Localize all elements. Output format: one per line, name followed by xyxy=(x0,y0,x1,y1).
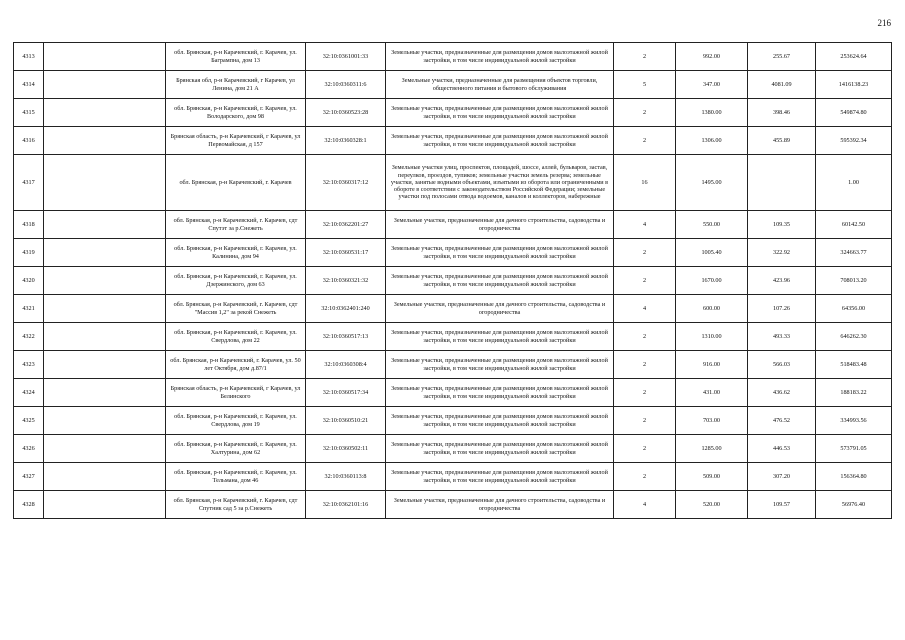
row-blank-cell xyxy=(44,211,166,239)
row-cadastral-number: 32:10:0360308:4 xyxy=(306,351,386,379)
row-address: обл. Брянская, р-н Карачевский, г. Карачев, ул. Свердлова, дом 19 xyxy=(166,407,306,435)
row-address: обл. Брянская, р-н Карачевский, г. Карачев, ул. Свердлова, дом 22 xyxy=(166,323,306,351)
row-blank-cell xyxy=(44,99,166,127)
row-group: 2 xyxy=(614,267,676,295)
row-blank-cell xyxy=(44,379,166,407)
row-blank-cell xyxy=(44,323,166,351)
row-cadastral-value: 188183.22 xyxy=(816,379,892,407)
row-specific-value: 455.89 xyxy=(748,127,816,155)
row-group: 2 xyxy=(614,379,676,407)
row-number: 4322 xyxy=(14,323,44,351)
row-specific-value: 322.92 xyxy=(748,239,816,267)
row-address: обл. Брянская, р-н Карачевский, г. Карачев, ул. Дзержинского, дом 63 xyxy=(166,267,306,295)
row-cadastral-value: 156364.80 xyxy=(816,463,892,491)
row-land-use: Земельные участки, предназначенные для размещения домов малоэтажной жилой застройки, в том числе индивидуальной жилой застройки xyxy=(386,351,614,379)
row-number: 4314 xyxy=(14,71,44,99)
row-blank-cell xyxy=(44,295,166,323)
row-specific-value: 109.57 xyxy=(748,491,816,519)
row-specific-value: 423.96 xyxy=(748,267,816,295)
row-cadastral-number: 32:10:0360517:13 xyxy=(306,323,386,351)
row-number: 4318 xyxy=(14,211,44,239)
row-cadastral-number: 32:10:0360517:34 xyxy=(306,379,386,407)
row-area: 1310.00 xyxy=(676,323,748,351)
row-land-use: Земельные участки, предназначенные для размещения домов малоэтажной жилой застройки, в том числе индивидуальной жилой застройки xyxy=(386,99,614,127)
row-blank-cell xyxy=(44,435,166,463)
row-group: 2 xyxy=(614,407,676,435)
row-land-use: Земельные участки, предназначенные для размещения домов малоэтажной жилой застройки, в том числе индивидуальной жилой застройки xyxy=(386,435,614,463)
row-specific-value: 566.03 xyxy=(748,351,816,379)
row-specific-value: 446.53 xyxy=(748,435,816,463)
row-number: 4326 xyxy=(14,435,44,463)
table-body xyxy=(14,43,892,519)
row-land-use: Земельные участки, предназначенные для размещения домов малоэтажной жилой застройки, в том числе индивидуальной жилой застройки xyxy=(386,463,614,491)
table-row xyxy=(14,351,892,379)
row-cadastral-number: 32:10:0360311:6 xyxy=(306,71,386,99)
row-cadastral-value: 56976.40 xyxy=(816,491,892,519)
row-area: 509.00 xyxy=(676,463,748,491)
row-group: 4 xyxy=(614,491,676,519)
row-group: 16 xyxy=(614,155,676,211)
row-group: 2 xyxy=(614,127,676,155)
row-blank-cell xyxy=(44,351,166,379)
row-area: 550.00 xyxy=(676,211,748,239)
row-cadastral-number: 32:10:0360317:12 xyxy=(306,155,386,211)
row-land-use: Земельные участки, предназначенные для размещения домов малоэтажной жилой застройки, в том числе индивидуальной жилой застройки xyxy=(386,239,614,267)
row-group: 2 xyxy=(614,463,676,491)
row-cadastral-number: 32:10:0360328:1 xyxy=(306,127,386,155)
row-specific-value: 476.52 xyxy=(748,407,816,435)
row-land-use: Земельные участки, предназначенные для размещения домов малоэтажной жилой застройки, в том числе индивидуальной жилой застройки xyxy=(386,407,614,435)
row-number: 4317 xyxy=(14,155,44,211)
row-land-use: Земельные участки, предназначенные для размещения домов малоэтажной жилой застройки, в том числе индивидуальной жилой застройки xyxy=(386,323,614,351)
row-area: 347.00 xyxy=(676,71,748,99)
row-address: Брянская область, р-н Карачевский, г Карачев, ул Белинского xyxy=(166,379,306,407)
row-address: обл. Брянская, р-н Карачевский, г. Карачев, ул. Халтурина, дом 62 xyxy=(166,435,306,463)
row-cadastral-value: 595392.34 xyxy=(816,127,892,155)
row-number: 4325 xyxy=(14,407,44,435)
row-group: 2 xyxy=(614,351,676,379)
table-row xyxy=(14,71,892,99)
table-row xyxy=(14,435,892,463)
row-number: 4320 xyxy=(14,267,44,295)
table-row xyxy=(14,99,892,127)
row-cadastral-number: 32:10:0361001:33 xyxy=(306,43,386,71)
row-cadastral-value: 549874.80 xyxy=(816,99,892,127)
cadastral-value-table xyxy=(13,42,892,519)
table-row xyxy=(14,295,892,323)
row-cadastral-value: 646262.30 xyxy=(816,323,892,351)
row-cadastral-value: 253624.64 xyxy=(816,43,892,71)
table-row xyxy=(14,379,892,407)
row-area: 1285.00 xyxy=(676,435,748,463)
row-specific-value: 4081.09 xyxy=(748,71,816,99)
table-row xyxy=(14,127,892,155)
row-blank-cell xyxy=(44,407,166,435)
row-address: обл. Брянская, р-н Карачевский, г. Карачев, ул. Тельмана, дом 46 xyxy=(166,463,306,491)
row-cadastral-number: 32:10:0362401:240 xyxy=(306,295,386,323)
row-specific-value: 255.67 xyxy=(748,43,816,71)
row-specific-value: 109.35 xyxy=(748,211,816,239)
row-group: 4 xyxy=(614,295,676,323)
row-land-use: Земельные участки, предназначенные для размещения домов малоэтажной жилой застройки, в том числе индивидуальной жилой застройки xyxy=(386,43,614,71)
row-area: 1306.00 xyxy=(676,127,748,155)
row-cadastral-number: 32:10:0360510:21 xyxy=(306,407,386,435)
row-blank-cell xyxy=(44,43,166,71)
row-area: 1380.00 xyxy=(676,99,748,127)
row-address: обл. Брянская, р-н Карачевский, г. Карачев, ул. 50 лет Октября, дом д.87/1 xyxy=(166,351,306,379)
table-row xyxy=(14,491,892,519)
row-number: 4328 xyxy=(14,491,44,519)
row-specific-value: 107.26 xyxy=(748,295,816,323)
row-blank-cell xyxy=(44,267,166,295)
row-group: 4 xyxy=(614,211,676,239)
row-area: 520.00 xyxy=(676,491,748,519)
row-number: 4327 xyxy=(14,463,44,491)
row-cadastral-value: 60142.50 xyxy=(816,211,892,239)
row-area: 916.00 xyxy=(676,351,748,379)
row-specific-value: 307.20 xyxy=(748,463,816,491)
row-number: 4321 xyxy=(14,295,44,323)
row-cadastral-value: 64356.00 xyxy=(816,295,892,323)
row-group: 2 xyxy=(614,43,676,71)
row-address: обл. Брянская, р-н Карачевский, г. Карачев, сдт "Массив 1,2" за рекой Снежеть xyxy=(166,295,306,323)
row-specific-value xyxy=(748,155,816,211)
row-group: 2 xyxy=(614,435,676,463)
table-row xyxy=(14,267,892,295)
row-area: 1670.00 xyxy=(676,267,748,295)
row-address: Брянская область, р-н Карачевский, г Карачев, ул Первомайская, д 157 xyxy=(166,127,306,155)
row-number: 4313 xyxy=(14,43,44,71)
row-area: 600.00 xyxy=(676,295,748,323)
row-specific-value: 493.33 xyxy=(748,323,816,351)
table-row xyxy=(14,43,892,71)
row-group: 2 xyxy=(614,99,676,127)
row-address: обл. Брянская, р-н Карачевский, г. Карачев, сдт Спутник сад 5 за р.Снежеть xyxy=(166,491,306,519)
row-group: 2 xyxy=(614,323,676,351)
table-row xyxy=(14,155,892,211)
table-row xyxy=(14,323,892,351)
row-land-use: Земельные участки, предназначенные для размещения домов малоэтажной жилой застройки, в том числе индивидуальной жилой застройки xyxy=(386,267,614,295)
page-number: 216 xyxy=(877,18,891,28)
row-land-use: Земельные участки, предназначенные для размещения объектов торговли, общественного питания и бытового обслуживания xyxy=(386,71,614,99)
row-cadastral-value: 518483.48 xyxy=(816,351,892,379)
row-cadastral-number: 32:10:0360502:11 xyxy=(306,435,386,463)
row-cadastral-number: 32:10:0360523:28 xyxy=(306,99,386,127)
row-address: обл. Брянская, р-н Карачевский, г. Карачев, сдт Спутэт за р.Снежеть xyxy=(166,211,306,239)
row-number: 4319 xyxy=(14,239,44,267)
row-number: 4316 xyxy=(14,127,44,155)
row-area: 703.00 xyxy=(676,407,748,435)
row-cadastral-value: 1416138.23 xyxy=(816,71,892,99)
row-cadastral-value: 324663.77 xyxy=(816,239,892,267)
row-address: обл. Брянская, р-н Карачевский, г. Карачев xyxy=(166,155,306,211)
row-area: 1495.00 xyxy=(676,155,748,211)
row-address: обл. Брянская, р-н Карачевский, г. Карачев, ул. Володарского, дом 98 xyxy=(166,99,306,127)
row-blank-cell xyxy=(44,239,166,267)
row-area: 992.00 xyxy=(676,43,748,71)
row-address: Брянская обл, р-н Карачевский, г Карачев, ул Ленина, дом 21 А xyxy=(166,71,306,99)
row-group: 2 xyxy=(614,239,676,267)
table-row xyxy=(14,463,892,491)
row-land-use: Земельные участки улиц, проспектов, площадей, шоссе, аллей, бульваров, застав, переулков, проездов, тупиков; земельные участки земель резерва; земельные участки, занятые водными объектами, изъятыми из оборота или ограниченными в обороте в соответствии с законодательством Российской Федерации; земельные участки под полосами отвода водоемов, каналов и коллекторов, набережные xyxy=(386,155,614,211)
row-cadastral-value: 1.00 xyxy=(816,155,892,211)
row-blank-cell xyxy=(44,71,166,99)
row-cadastral-number: 32:10:0362201:27 xyxy=(306,211,386,239)
row-blank-cell xyxy=(44,491,166,519)
row-area: 1005.40 xyxy=(676,239,748,267)
row-number: 4324 xyxy=(14,379,44,407)
row-cadastral-value: 708013.20 xyxy=(816,267,892,295)
table-row xyxy=(14,211,892,239)
row-land-use: Земельные участки, предназначенные для дачного строительства, садоводства и огородничества xyxy=(386,211,614,239)
row-area: 431.00 xyxy=(676,379,748,407)
row-land-use: Земельные участки, предназначенные для размещения домов малоэтажной жилой застройки, в том числе индивидуальной жилой застройки xyxy=(386,127,614,155)
row-cadastral-number: 32:10:0360321:32 xyxy=(306,267,386,295)
table-row xyxy=(14,239,892,267)
row-cadastral-number: 32:10:0362101:16 xyxy=(306,491,386,519)
table-row xyxy=(14,407,892,435)
row-land-use: Земельные участки, предназначенные для дачного строительства, садоводства и огородничества xyxy=(386,491,614,519)
row-number: 4315 xyxy=(14,99,44,127)
row-land-use: Земельные участки, предназначенные для размещения домов малоэтажной жилой застройки, в том числе индивидуальной жилой застройки xyxy=(386,379,614,407)
row-cadastral-value: 334993.56 xyxy=(816,407,892,435)
row-specific-value: 436.62 xyxy=(748,379,816,407)
row-blank-cell xyxy=(44,155,166,211)
row-specific-value: 398.46 xyxy=(748,99,816,127)
row-cadastral-value: 573791.05 xyxy=(816,435,892,463)
row-blank-cell xyxy=(44,463,166,491)
row-address: обл. Брянская, р-н Карачевский, г. Карачев, ул. Калинина, дом 94 xyxy=(166,239,306,267)
row-group: 5 xyxy=(614,71,676,99)
row-blank-cell xyxy=(44,127,166,155)
row-cadastral-number: 32:10:0360113:8 xyxy=(306,463,386,491)
row-number: 4323 xyxy=(14,351,44,379)
row-cadastral-number: 32:10:0360531:17 xyxy=(306,239,386,267)
row-address: обл. Брянская, р-н Карачевский, г. Карачев, ул. Багрампна, дом 13 xyxy=(166,43,306,71)
row-land-use: Земельные участки, предназначенные для дачного строительства, садоводства и огородничества xyxy=(386,295,614,323)
